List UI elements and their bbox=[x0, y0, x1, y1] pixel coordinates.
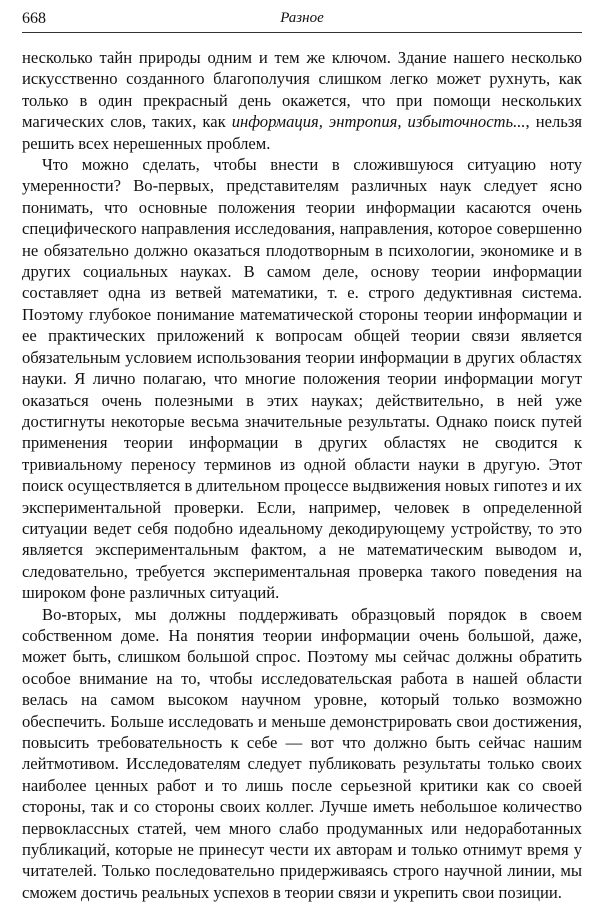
paragraph-text: , нельзя решить всех нерешенных проблем. bbox=[22, 112, 583, 153]
page-number: 668 bbox=[22, 10, 46, 27]
paragraph: Во-вторых, мы должны поддерживать образцовый порядок в своем собственном доме. На понятия теории информации очень большой, даже, может быть, слишком большой спрос. Поэтому мы сейчас должны обратить особое внимание на то, чтобы исследовательская работа в нашей области велась на самом высоком научном уровне, который только возможно обеспечить. Больше исследовать и меньше демонстрировать свои достижения, повысить требовательность к себе — вот что должно быть сейчас нашим лейтмотивом. Исследователям следует публиковать результаты только своих наиболее ценных работ и то лишь после серьезной критики как со своей стороны, так и со стороны своих коллег. Лучше иметь небольшое количество первоклассных статей, чем много слабо продуманных или недоработанных публикаций, которые не принесут чести их авторам и только отнимут время у читателей. Только последовательно придерживаясь строго научной линии, мы сможем достичь реальных успехов в теории связи и укрепить свои позиции. bbox=[22, 604, 582, 902]
paragraph-continued bbox=[22, 47, 582, 154]
running-title: Разное bbox=[280, 10, 324, 26]
page-body bbox=[22, 47, 582, 903]
emphasized-terms: информация, энтропия, избыточность... bbox=[231, 112, 526, 132]
paragraph-text: несколько тайн природы одним и тем же ключом. Здание нашего несколько искусственно созданного благополучия слишком легко может рухнуть, как только в один прекрасный день окажется, что при помощи нескольких магических слов, таких, как bbox=[22, 48, 582, 132]
page-header bbox=[22, 8, 582, 33]
book-page bbox=[22, 8, 582, 903]
paragraph: Что можно сделать, чтобы внести в сложившуюся ситуацию ноту умеренности? Во-первых, представителям различных наук следует ясно понимать, что основные положения теории информации касаются очень специфического направления исследования, направления, которое совершенно не обязательно должно оказаться плодотворным в психологии, экономике и в других социальных науках. В самом деле, основу теории информации составляет одна из ветвей математики, т. е. строго дедуктивная система. Поэтому глубокое понимание математической стороны теории информации и ее практических приложений к вопросам общей теории связи является обязательным условием использования теории информации в других областях науки. Я лично полагаю, что многие положения теории информации могут оказаться очень полезными в этих науках; действительно, в ней уже достигнуты некоторые весьма значительные результаты. Однако поиск путей применения теории информации в других областях не сводится к тривиальному переносу терминов из одной области науки в другую. Этот поиск осуществляется в длительном процессе выдвижения новых гипотез и их экспериментальной проверки. Если, например, человек в определенной ситуации ведет себя подобно идеальному декодирующему устройству, то это является экспериментальным фактом, а не математическим выводом и, следовательно, требуется экспериментальная проверка такого поведения на широком фоне различных ситуаций. bbox=[22, 155, 582, 603]
